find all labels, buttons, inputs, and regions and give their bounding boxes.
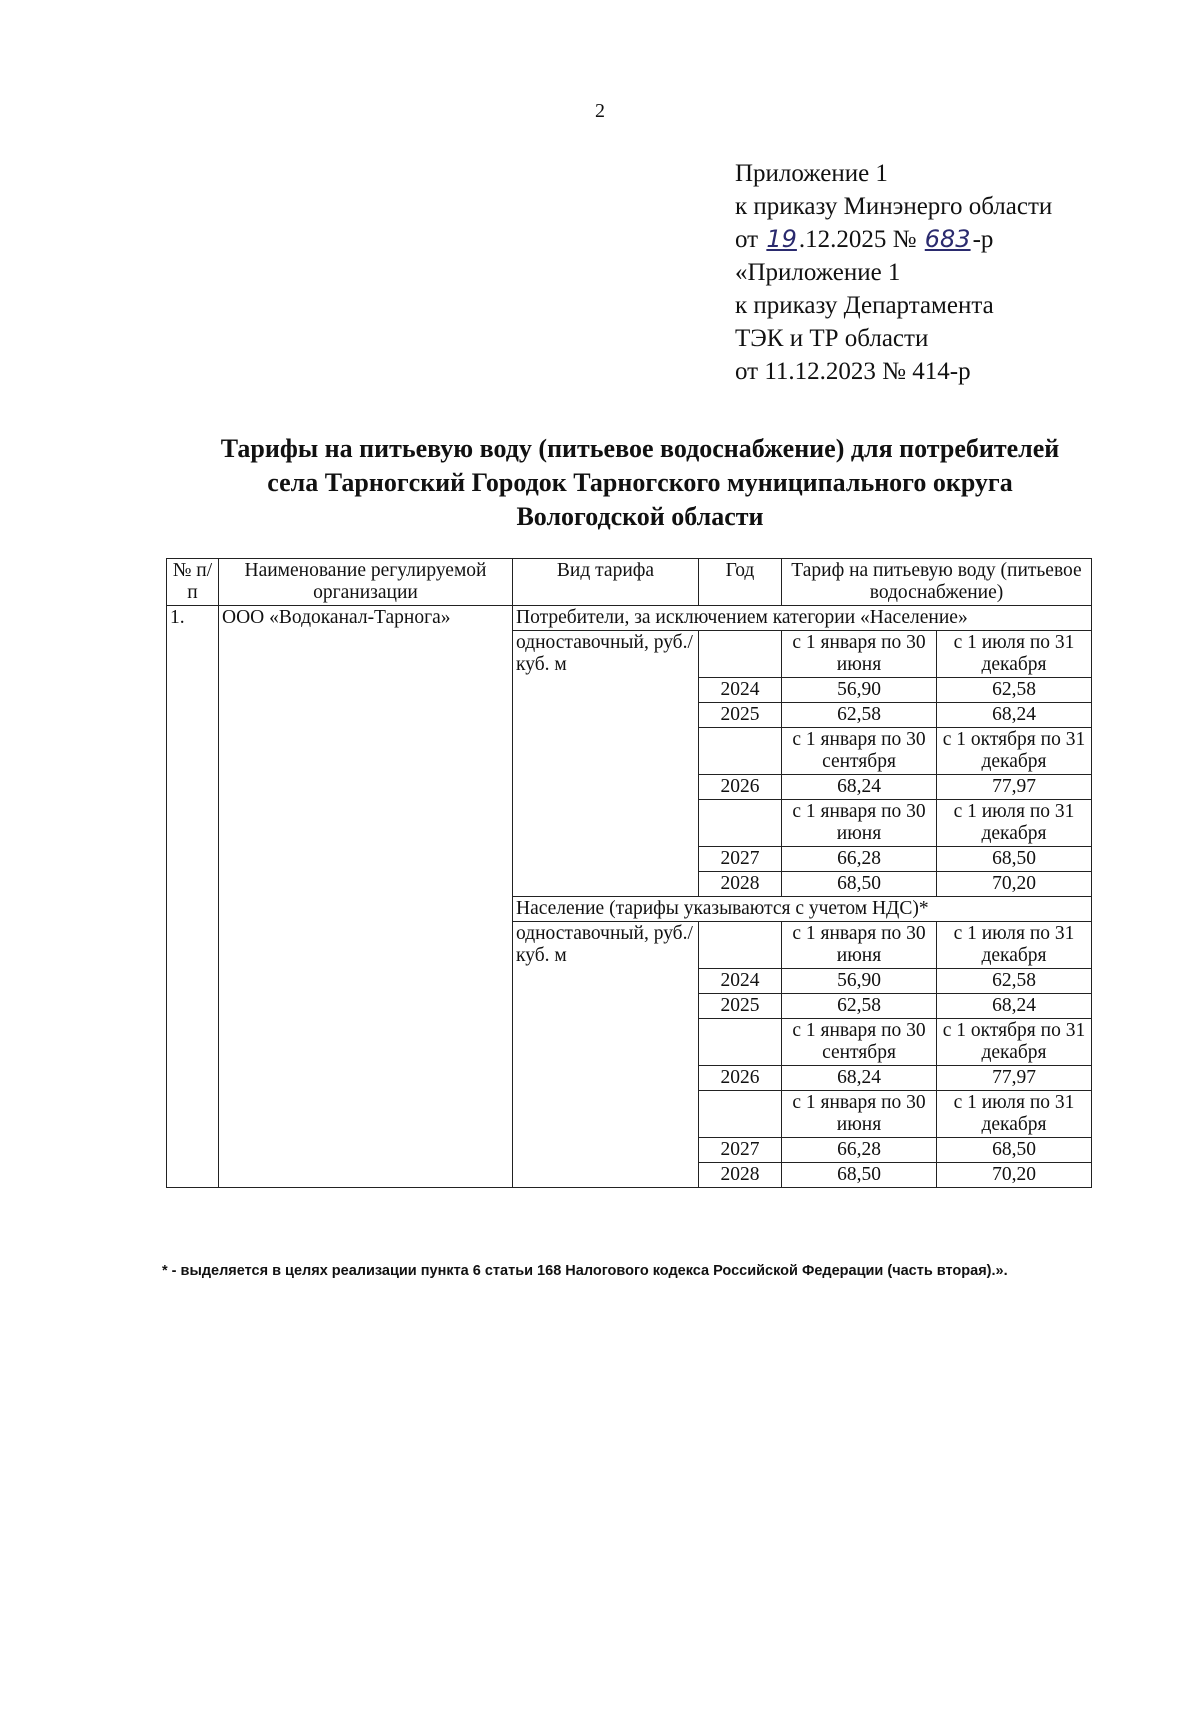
year-cell bbox=[699, 922, 782, 969]
tariff-first-half: 66,28 bbox=[782, 847, 937, 872]
header-type: Вид тарифа bbox=[513, 559, 699, 606]
approval-line-4: «Приложение 1 bbox=[735, 259, 901, 286]
tariff-type: одноставочный, руб./куб. м bbox=[513, 922, 699, 1188]
tariff-first-half: 68,50 bbox=[782, 1163, 937, 1188]
table-header-row bbox=[167, 559, 1092, 606]
tariff-second-half: с 1 июля по 31 декабря bbox=[937, 800, 1092, 847]
tariff-second-half: с 1 июля по 31 декабря bbox=[937, 1091, 1092, 1138]
tariff-first-half: с 1 января по 30 сентября bbox=[782, 728, 937, 775]
footnote: * - выделяется в целях реализации пункта 6 статьи 168 Налогового кодекса Российской Федерации (часть вторая).». bbox=[162, 1263, 1008, 1279]
approval-line-3 bbox=[735, 223, 1175, 256]
year-cell bbox=[699, 631, 782, 678]
year-cell bbox=[699, 1019, 782, 1066]
tariff-second-half: 70,20 bbox=[937, 1163, 1092, 1188]
tariff-first-half: 68,24 bbox=[782, 775, 937, 800]
approval-block bbox=[735, 157, 1175, 388]
page-number: 2 bbox=[595, 100, 605, 122]
title-line-3: Вологодской области bbox=[516, 502, 764, 531]
tariff-first-half: с 1 января по 30 июня bbox=[782, 631, 937, 678]
year-cell: 2024 bbox=[699, 678, 782, 703]
tariff-second-half: 68,50 bbox=[937, 1138, 1092, 1163]
tariff-first-half: 66,28 bbox=[782, 1138, 937, 1163]
year-cell: 2027 bbox=[699, 1138, 782, 1163]
tariff-second-half: 62,58 bbox=[937, 678, 1092, 703]
tariff-first-half: 56,90 bbox=[782, 678, 937, 703]
year-cell: 2024 bbox=[699, 969, 782, 994]
header-tariff: Тариф на питьевую воду (питьевое водоснабжение) bbox=[782, 559, 1092, 606]
tariff-second-half: с 1 октября по 31 декабря bbox=[937, 1019, 1092, 1066]
table-body bbox=[167, 606, 1092, 1188]
approval-line-5: к приказу Департамента bbox=[735, 292, 994, 319]
year-cell: 2028 bbox=[699, 872, 782, 897]
approval-order-suffix: -р bbox=[972, 226, 994, 253]
approval-line-1: Приложение 1 bbox=[735, 160, 888, 187]
tariff-type: одноставочный, руб./куб. м bbox=[513, 631, 699, 897]
tariff-second-half: с 1 июля по 31 декабря bbox=[937, 922, 1092, 969]
year-cell bbox=[699, 728, 782, 775]
header-org: Наименование регулируемой организации bbox=[219, 559, 513, 606]
tariff-second-half: 77,97 bbox=[937, 1066, 1092, 1091]
tariff-second-half: 68,50 bbox=[937, 847, 1092, 872]
document-title bbox=[160, 432, 1120, 534]
year-cell: 2025 bbox=[699, 994, 782, 1019]
approval-line-2: к приказу Минэнерго области bbox=[735, 193, 1053, 220]
year-cell: 2026 bbox=[699, 1066, 782, 1091]
approval-date-prefix: от bbox=[735, 226, 759, 253]
tariff-first-half: с 1 января по 30 июня bbox=[782, 922, 937, 969]
tariff-second-half: 68,24 bbox=[937, 994, 1092, 1019]
row-number: 1. bbox=[167, 606, 219, 1188]
tariff-first-half: 56,90 bbox=[782, 969, 937, 994]
handwritten-order-number: 683 bbox=[924, 225, 971, 253]
header-num: № п/п bbox=[167, 559, 219, 606]
tariff-first-half: 68,24 bbox=[782, 1066, 937, 1091]
tariff-first-half: 68,50 bbox=[782, 872, 937, 897]
section-heading: Население (тарифы указываются с учетом НДС)* bbox=[513, 897, 1092, 922]
approval-date-mid: .12.2025 № bbox=[798, 226, 917, 253]
year-cell: 2026 bbox=[699, 775, 782, 800]
title-line-1: Тарифы на питьевую воду (питьевое водоснабжение) для потребителей bbox=[220, 434, 1060, 463]
tariff-table bbox=[166, 558, 1092, 1188]
tariff-first-half: с 1 января по 30 июня bbox=[782, 800, 937, 847]
year-cell: 2025 bbox=[699, 703, 782, 728]
organization-name: ООО «Водоканал-Тарнога» bbox=[219, 606, 513, 1188]
section-heading: Потребители, за исключением категории «Население» bbox=[513, 606, 1092, 631]
tariff-second-half: 68,24 bbox=[937, 703, 1092, 728]
tariff-second-half: 70,20 bbox=[937, 872, 1092, 897]
section-heading-row bbox=[167, 606, 1092, 631]
handwritten-day: 19 bbox=[766, 225, 797, 253]
tariff-second-half: с 1 июля по 31 декабря bbox=[937, 631, 1092, 678]
approval-line-6: ТЭК и ТР области bbox=[735, 325, 929, 352]
tariff-first-half: 62,58 bbox=[782, 994, 937, 1019]
tariff-table-wrapper bbox=[166, 558, 1091, 1188]
year-cell: 2028 bbox=[699, 1163, 782, 1188]
tariff-first-half: с 1 января по 30 сентября bbox=[782, 1019, 937, 1066]
tariff-first-half: с 1 января по 30 июня bbox=[782, 1091, 937, 1138]
year-cell bbox=[699, 800, 782, 847]
header-year: Год bbox=[699, 559, 782, 606]
tariff-first-half: 62,58 bbox=[782, 703, 937, 728]
year-cell: 2027 bbox=[699, 847, 782, 872]
title-line-2: села Тарногский Городок Тарногского муниципального округа bbox=[267, 468, 1013, 497]
tariff-second-half: 77,97 bbox=[937, 775, 1092, 800]
tariff-second-half: с 1 октября по 31 декабря bbox=[937, 728, 1092, 775]
tariff-second-half: 62,58 bbox=[937, 969, 1092, 994]
approval-line-7: от 11.12.2023 № 414-р bbox=[735, 358, 971, 385]
year-cell bbox=[699, 1091, 782, 1138]
